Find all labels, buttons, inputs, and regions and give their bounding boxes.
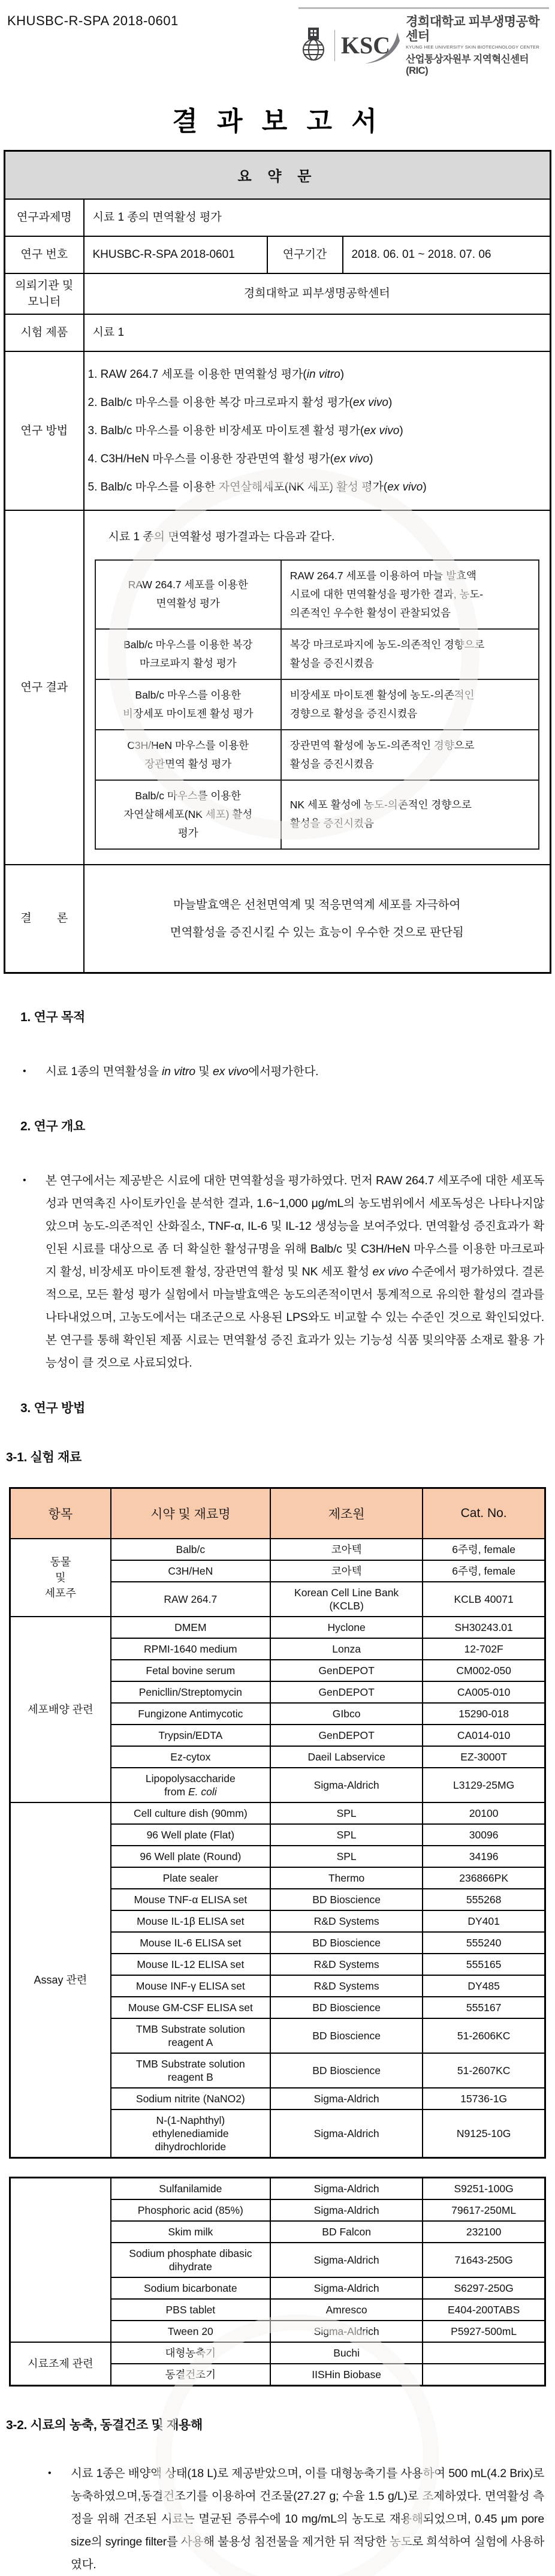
document-header xyxy=(0,0,555,77)
table-cell: DMEM xyxy=(111,1617,270,1638)
section-3-heading: 3. 연구 방법 xyxy=(20,1401,85,1415)
page-title: 결 과 보 고 서 xyxy=(172,106,383,136)
table-cell: PBS tablet xyxy=(111,2299,270,2321)
table-cell: Daeil Labservice xyxy=(270,1746,423,1768)
table-cell: Balb/c xyxy=(111,1539,270,1560)
group-label xyxy=(10,2177,111,2342)
table-cell: 15736-1G xyxy=(423,2088,545,2109)
study-period-label: 연구기간 xyxy=(267,236,343,273)
result-assay-name: RAW 264.7 세포를 이용한 면역활성 평가 xyxy=(95,560,281,629)
table-cell: 555268 xyxy=(423,1889,545,1910)
column-header: Cat. No. xyxy=(423,1488,545,1539)
table-cell: 96 Well plate (Flat) xyxy=(111,1824,270,1846)
table-cell: 12-702F xyxy=(423,1638,545,1660)
table-cell: EZ-3000T xyxy=(423,1746,545,1768)
table-cell: SH30243.01 xyxy=(423,1617,545,1638)
table-cell: Sigma-Aldrich xyxy=(270,2243,423,2277)
table-cell: Sigma-Aldrich xyxy=(270,1768,423,1802)
table-cell xyxy=(423,2342,545,2364)
table-cell: Sigma-Aldrich xyxy=(270,2177,423,2199)
table-row xyxy=(10,1539,545,1560)
study-period-value: 2018. 06. 01 ~ 2018. 07. 06 xyxy=(343,236,551,273)
group-label: Assay 관련 xyxy=(10,1802,111,2158)
summary-table xyxy=(4,150,551,974)
table-cell: Sodium nitrite (NaNO2) xyxy=(111,2088,270,2109)
result-assay-finding: 장관면역 활성에 농도-의존적인 경향으로 활성을 증진시켰음 xyxy=(281,730,539,780)
method-item: 5. Balb/c 마우스를 이용한 자연살해세포(NK 세포) 활성 평가(ex vivo) xyxy=(88,480,427,493)
table-cell: BD Bioscience xyxy=(270,1889,423,1910)
table-cell: Lipopolysaccharide from E. coli xyxy=(111,1768,270,1802)
table-cell: Sigma-Aldrich xyxy=(270,2088,423,2109)
section-2-paragraph: • 본 연구에서는 제공받은 시료에 대한 면역활성을 평가하였다. 먼저 RAW 264.7 세포주에 대한 세포독성과 면역촉진 사이토카인을 분석한 결과, 1.6~1,000 μg/mL의 농도범위에서 세포독성은 나타나지않았으며 농도-의존적인 산화질소, TNF-α, IL-6 및 IL-12 생성능을 보여주었다. 면역활성 증진효과가 확인된 시료를 대상으로 좀 더 확실한 활성규명을 위해 Balb/c 및 C3H/HeN 마우스를 이용한 마크로파지 활성, 비장세포 마이토젠 활성, 장관면역 활성 및 NK 세포 활성 ex vivo 수준에서 평가하였다. 결론적으로, 모든 활성 평가 실험에서 마늘발효액은 농도의존적이면서 통계적으로 유의한 활성의 결과를 나타내었으며, 고농도에서는 대조군으로 사용된 LPS와도 비교할 수 있는 수준인 것으로 확인되었다. 본 연구를 통해 확인된 제품 시료는 면역활성 증진 효과가 있는 기능성 식품 및의약품 소재로 활용 가능성이 클 것으로 사료되었다. xyxy=(23,1169,544,1374)
table-cell: CM002-050 xyxy=(423,1660,545,1681)
ksc-swoosh-icon xyxy=(360,31,402,66)
client-label: 의뢰기관 및 모니터 xyxy=(5,273,84,314)
method-list xyxy=(84,351,551,510)
table-cell: Sodium bicarbonate xyxy=(111,2277,270,2299)
table-cell: BD Falcon xyxy=(270,2221,423,2243)
table-cell: N9125-10G xyxy=(423,2109,545,2158)
table-cell: Sigma-Aldrich xyxy=(270,2109,423,2158)
table-cell: 30096 xyxy=(423,1824,545,1846)
table-cell xyxy=(423,2364,545,2386)
study-number-label: 연구 번호 xyxy=(5,236,84,273)
bullet-icon: • xyxy=(23,1175,26,1185)
table-cell: 71643-250G xyxy=(423,2243,545,2277)
table-cell: 236866PK xyxy=(423,1867,545,1889)
section-3-2-paragraph: • 시료 1종은 배양액 상태(18 L)로 제공받았으며, 이를 대형농축기를 사용하여 500 mL(4.2 Brix)로 농축하였으며,동결건조기를 이용하여 건조물(27.27 g; 수율 1.5 g/L)로 조제하였다. 면역활성 측정을 위해 건조된 시료는 멸균된 증류수에 10 mg/mL의 농도로 재용해되었으며, 0.45 μm pore size의 syringe filter를 사용해 불용성 침전물을 제거한 뒤 적당한 농도로 희석하여 실험에 사용하였다. xyxy=(48,2462,544,2576)
org-name-english: KYUNG HEE UNIVERSITY SKIN BIOTECHNOLOGY CENTER xyxy=(406,44,540,50)
conclusion-label: 결 론 xyxy=(5,865,84,973)
study-number-value: KHUSBC-R-SPA 2018-0601 xyxy=(84,236,267,273)
group-label: 동물 및 세포주 xyxy=(10,1539,111,1617)
table-cell: Trypsin/EDTA xyxy=(111,1725,270,1746)
table-cell: Tween 20 xyxy=(111,2321,270,2342)
table-row xyxy=(10,1802,545,1824)
table-cell: 6주령, female xyxy=(423,1560,545,1582)
result-assay-name: Balb/c 마우스를 이용한 복강 마크로파지 활성 평가 xyxy=(95,629,281,679)
table-cell: Thermo xyxy=(270,1867,423,1889)
table-row xyxy=(10,2342,545,2364)
table-cell: BD Bioscience xyxy=(270,2053,423,2088)
table-cell: Sigma-Aldrich xyxy=(270,2199,423,2221)
center-logo xyxy=(298,7,549,77)
column-header: 시약 및 재료명 xyxy=(111,1488,270,1539)
result-label: 연구 결과 xyxy=(5,510,84,865)
section-2-heading: 2. 연구 개요 xyxy=(20,1119,85,1133)
table-cell: S9251-100G xyxy=(423,2177,545,2199)
table-cell: IISHin Biobase xyxy=(270,2364,423,2386)
result-assay-name: Balb/c 마우스를 이용한 자연살해세포(NK 세포) 활성 평가 xyxy=(95,780,281,849)
table-cell: 96 Well plate (Round) xyxy=(111,1846,270,1867)
conclusion-value: 마늘발효액은 선천면역계 및 적응면역계 세포를 자극하여 면역활성을 증진시킬 수 있는 효능이 우수한 것으로 판단됨 xyxy=(84,865,551,973)
table-cell: 51-2607KC xyxy=(423,2053,545,2088)
table-cell: BD Bioscience xyxy=(270,1997,423,2018)
table-cell: GenDEPOT xyxy=(270,1681,423,1703)
table-cell: 555167 xyxy=(423,1997,545,2018)
table-cell: Ez-cytox xyxy=(111,1746,270,1768)
org-name-korean: 경희대학교 피부생명공학센터 xyxy=(406,15,540,44)
table-cell: Fetal bovine serum xyxy=(111,1660,270,1681)
table-cell: DY401 xyxy=(423,1910,545,1932)
table-cell: 15290-018 xyxy=(423,1703,545,1725)
table-cell: Sigma-Aldrich xyxy=(270,2277,423,2299)
ksc-logotype: KSC xyxy=(341,34,400,58)
table-cell: 대형농축기 xyxy=(111,2342,270,2364)
table-cell: RPMI-1640 medium xyxy=(111,1638,270,1660)
table-cell: KCLB 40071 xyxy=(423,1582,545,1617)
result-assay-finding: 비장세포 마이토젠 활성에 농도-의존적인 경향으로 활성을 증진시켰음 xyxy=(281,679,539,730)
test-product-value: 시료 1 xyxy=(84,314,551,351)
table-cell: 20100 xyxy=(423,1802,545,1824)
column-header: 항목 xyxy=(10,1488,111,1539)
table-cell: Cell culture dish (90mm) xyxy=(111,1802,270,1824)
table-cell: 79617-250ML xyxy=(423,2199,545,2221)
table-cell: Sulfanilamide xyxy=(111,2177,270,2199)
table-cell: Mouse TNF-α ELISA set xyxy=(111,1889,270,1910)
logo-divider xyxy=(334,30,335,61)
table-cell: SPL xyxy=(270,1846,423,1867)
result-assay-name: C3H/HeN 마우스를 이용한 장관면역 활성 평가 xyxy=(95,730,281,780)
table-cell: GenDEPOT xyxy=(270,1725,423,1746)
table-cell: Hyclone xyxy=(270,1617,423,1638)
result-row xyxy=(95,730,539,780)
table-cell: TMB Substrate solution reagent A xyxy=(111,2018,270,2053)
table-cell: Fungizone Antimycotic xyxy=(111,1703,270,1725)
table-row xyxy=(10,2177,545,2199)
summary-header: 요 약 문 xyxy=(5,151,551,199)
section-1-heading: 1. 연구 목적 xyxy=(20,1010,85,1024)
table-cell: 51-2606KC xyxy=(423,2018,545,2053)
project-title-label: 연구과제명 xyxy=(5,199,84,236)
section-1-paragraph: • 시료 1종의 면역활성을 in vitro 및 ex vivo에서평가한다. xyxy=(23,1060,544,1083)
table-cell: CA005-010 xyxy=(423,1681,545,1703)
org-subtitle: 산업통상자원부 지역혁신센터(RIC) xyxy=(406,54,529,76)
table-cell: TMB Substrate solution reagent B xyxy=(111,2053,270,2088)
table-cell: Phosphoric acid (85%) xyxy=(111,2199,270,2221)
method-item: 3. Balb/c 마우스를 이용한 비장세포 마이토젠 활성 평가(ex vivo) xyxy=(88,424,403,437)
result-inner-table xyxy=(95,559,539,850)
table-cell: P5927-500mL xyxy=(423,2321,545,2342)
method-item: 1. RAW 264.7 세포를 이용한 면역활성 평가(in vitro) xyxy=(88,368,345,381)
materials-table-continued xyxy=(9,2177,546,2387)
table-row xyxy=(10,1617,545,1638)
table-cell: 코아텍 xyxy=(270,1560,423,1582)
table-cell: BD Bioscience xyxy=(270,2018,423,2053)
table-cell: Sodium phosphate dibasic dihydrate xyxy=(111,2243,270,2277)
result-row xyxy=(95,629,539,679)
method-label: 연구 방법 xyxy=(5,351,84,510)
section-3-1-heading: 3-1. 실험 재료 xyxy=(6,1450,82,1464)
group-label: 세포배양 관련 xyxy=(10,1617,111,1802)
result-assay-finding: 복강 마크로파지에 농도-의존적인 경향으로 활성을 증진시켰음 xyxy=(281,629,539,679)
section-3-2-heading: 3-2. 시료의 농축, 동결건조 및 재용해 xyxy=(6,2418,203,2432)
table-cell: C3H/HeN xyxy=(111,1560,270,1582)
table-cell: Mouse IL-6 ELISA set xyxy=(111,1932,270,1954)
table-cell: Sigma-Aldrich xyxy=(270,2321,423,2342)
table-cell: CA014-010 xyxy=(423,1725,545,1746)
method-item: 2. Balb/c 마우스를 이용한 복강 마크로파지 활성 평가(ex vivo) xyxy=(88,396,393,409)
table-cell: R&D Systems xyxy=(270,1975,423,1997)
materials-table xyxy=(9,1487,546,2159)
result-row xyxy=(95,780,539,849)
result-assay-name: Balb/c 마우스를 이용한 비장세포 마이토젠 활성 평가 xyxy=(95,679,281,730)
table-cell: RAW 264.7 xyxy=(111,1582,270,1617)
table-cell: Plate sealer xyxy=(111,1867,270,1889)
bullet-icon: • xyxy=(23,1066,26,1076)
table-cell: 코아텍 xyxy=(270,1539,423,1560)
client-value: 경희대학교 피부생명공학센터 xyxy=(84,273,551,314)
result-assay-finding: RAW 264.7 세포를 이용하여 마늘 발효액 시료에 대한 면역활성을 평가한 결과, 농도- 의존적인 우수한 활성이 관찰되었음 xyxy=(281,560,539,629)
table-cell: SPL xyxy=(270,1802,423,1824)
table-cell: GenDEPOT xyxy=(270,1660,423,1681)
table-cell: Korean Cell Line Bank (KCLB) xyxy=(270,1582,423,1617)
table-cell: Mouse INF-γ ELISA set xyxy=(111,1975,270,1997)
table-cell: Mouse IL-12 ELISA set xyxy=(111,1954,270,1975)
table-cell: BD Bioscience xyxy=(270,1932,423,1954)
table-cell: Amresco xyxy=(270,2299,423,2321)
method-item: 4. C3H/HeN 마우스를 이용한 장관면역 활성 평가(ex vivo) xyxy=(88,452,373,465)
table-cell: DY485 xyxy=(423,1975,545,1997)
table-cell: Skim milk xyxy=(111,2221,270,2243)
table-cell: R&D Systems xyxy=(270,1910,423,1932)
result-intro: 시료 1 종의 면역활성 평가결과는 다음과 같다. xyxy=(108,530,335,543)
result-assay-finding: NK 세포 활성에 농도-의존적인 경향으로 활성을 증진시켰음 xyxy=(281,780,539,849)
table-cell: 555165 xyxy=(423,1954,545,1975)
university-emblem-icon xyxy=(298,27,328,65)
table-cell: 34196 xyxy=(423,1846,545,1867)
table-cell: Mouse GM-CSF ELISA set xyxy=(111,1997,270,2018)
table-cell: 동결건조기 xyxy=(111,2364,270,2386)
table-cell: 6주령, female xyxy=(423,1539,545,1560)
table-cell: E404-200TABS xyxy=(423,2299,545,2321)
table-cell: 232100 xyxy=(423,2221,545,2243)
table-cell: L3129-25MG xyxy=(423,1768,545,1802)
project-title-value: 시료 1 종의 면역활성 평가 xyxy=(84,199,551,236)
table-cell: Buchi xyxy=(270,2342,423,2364)
header-row xyxy=(10,1488,545,1539)
column-header: 제조원 xyxy=(270,1488,423,1539)
table-cell: Mouse IL-1β ELISA set xyxy=(111,1910,270,1932)
table-cell: GIbco xyxy=(270,1703,423,1725)
table-cell: Lonza xyxy=(270,1638,423,1660)
result-row xyxy=(95,679,539,730)
test-product-label: 시험 제품 xyxy=(5,314,84,351)
group-label: 시료조제 관련 xyxy=(10,2342,111,2386)
table-cell: R&D Systems xyxy=(270,1954,423,1975)
document-number: KHUSBC-R-SPA 2018-0601 xyxy=(7,13,179,28)
table-cell: SPL xyxy=(270,1824,423,1846)
table-cell: N-(1-Naphthyl) ethylenediamide dihydrochloride xyxy=(111,2109,270,2158)
table-cell: Penicllin/Streptomycin xyxy=(111,1681,270,1703)
table-cell: S6297-250G xyxy=(423,2277,545,2299)
org-text xyxy=(406,15,549,77)
result-row xyxy=(95,560,539,629)
table-cell: 555240 xyxy=(423,1932,545,1954)
bullet-icon: • xyxy=(48,2467,52,2478)
result-cell xyxy=(84,510,551,865)
